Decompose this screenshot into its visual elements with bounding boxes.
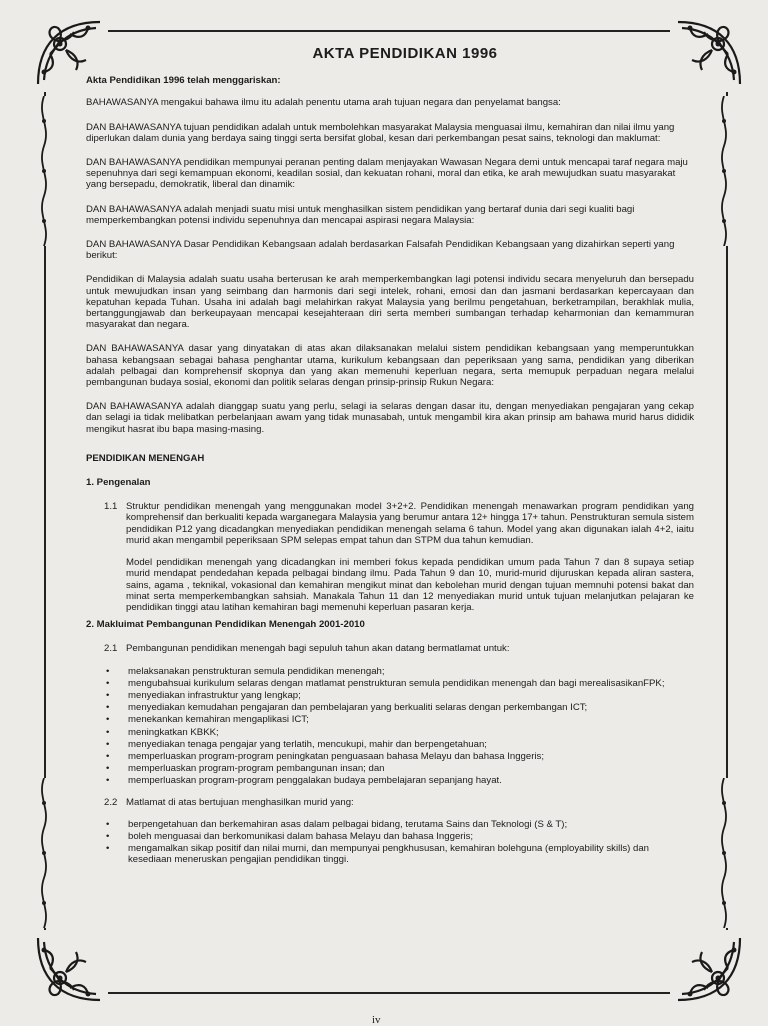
intro-lead: Akta Pendidikan 1996 telah menggariskan: <box>86 75 281 87</box>
bullet-text: boleh menguasai dan berkomunikasi dalam bahasa Melayu dan bahasa Inggeris; <box>128 830 474 842</box>
bullet-item <box>106 690 694 701</box>
bullet-item <box>106 763 694 774</box>
bullet-marker: • <box>106 738 110 750</box>
bullet-marker: • <box>106 665 110 677</box>
item-text: Struktur pendidikan menengah yang menggunakan model 3+2+2. Pendidikan menengah menawarkan program pendidikan yang komprehensif dan berkualiti kepada warganegara Malaysia yang berumur antara 12+ hingga 17+ tahun. Penstrukturan semula sistem pendidikan P12 yang dicadangkan menyediakan pendidikan menengah selama 6 tahun. Model yang akan digunakan ialah 4+2, iaitu murid akan mengambil peperiksaan SPM selepas empat tahun dan STPM dua tahun kemudian. <box>126 501 694 546</box>
preamble-paragraph: DAN BAHAWASANYA adalah dianggap suatu yang perlu, selagi ia selaras dengan dasar itu, dengan menyediakan pengajaran yang cekap dan selagi ia tidak melibatkan perbelanjaan awam yang tidak munasabah, untuk mengambil kira akan prinsip am bahawa murid harus dididik mengikut hasrat ibu bapa masing-masing. <box>86 401 694 435</box>
bullet-text: memperluaskan program-program pembangunan insan; dan <box>128 763 385 775</box>
section-heading: PENDIDIKAN MENENGAH <box>86 452 205 464</box>
bullet-marker: • <box>106 818 110 830</box>
bullet-text: menyediakan infrastruktur yang lengkap; <box>128 689 301 701</box>
bullet-item <box>106 739 694 750</box>
bullet-text: menyediakan tenaga pengajar yang terlatih, mencukupi, mahir dan berpengetahuan; <box>128 738 487 750</box>
bullet-text: menekankan kemahiran mengaplikasi ICT; <box>128 714 309 726</box>
bullet-text: memperluaskan program-program peningkatan penguasaan bahasa Melayu dan bahasa Inggeris; <box>128 750 544 762</box>
bullet-item <box>106 819 694 830</box>
preamble-paragraph: DAN BAHAWASANYA pendidikan mempunyai peranan penting dalam menjayakan Wawasan Negara demi untuk mencapai taraf negara maju sepenuhnya dari segi kemampuan ekonomi, keadilan sosial, dan kekuatan rohani, moral dan etika, ke arah mewujudkan suatu masyarakat yang bersepadu, demokratik, liberal dan dinamik: <box>86 157 688 191</box>
bullet-item <box>106 727 694 738</box>
bullet-marker: • <box>106 843 110 855</box>
bullet-item <box>106 702 694 713</box>
bullet-marker: • <box>106 775 110 787</box>
bullet-text: memperluaskan program-program penggalakan budaya pembelajaran sepanjang hayat. <box>128 775 502 787</box>
numbered-item-1-1 <box>86 501 694 546</box>
bullet-marker: • <box>106 750 110 762</box>
corner-ornament-bottom-right <box>670 930 748 1008</box>
bullet-item <box>106 714 694 725</box>
bullet-item <box>106 751 694 762</box>
bullet-marker: • <box>106 830 110 842</box>
bullet-item <box>106 775 694 786</box>
bullet-marker: • <box>106 714 110 726</box>
bullet-text: melaksanakan penstrukturan semula pendidikan menengah; <box>128 665 385 677</box>
bullet-item <box>106 843 694 865</box>
document-content <box>86 45 694 876</box>
preamble-paragraph: DAN BAHAWASANYA adalah menjadi suatu misi untuk menghasilkan sistem pendidikan yang bertaraf dunia dari segi kualiti bagi memperkembangkan potensi individu sepenuhnya dan mencapai aspirasi negara Malaysia: <box>86 203 635 226</box>
preamble-paragraph: BAHAWASANYA mengakui bahawa ilmu itu adalah penentu utama arah tujuan negara dan penyelamat bangsa: <box>86 97 561 109</box>
goal-bullet-list <box>106 666 694 787</box>
item-text: Matlamat di atas bertujuan menghasilkan murid yang: <box>126 796 354 808</box>
bullet-item <box>106 666 694 677</box>
document-title: AKTA PENDIDIKAN 1996 <box>312 45 498 62</box>
subsection-heading-2: 2. Makluimat Pembangunan Pendidikan Menengah 2001-2010 <box>86 619 365 631</box>
bullet-text: meningkatkan KBKK; <box>128 726 219 738</box>
bullet-text: berpengetahuan dan berkemahiran asas dalam pelbagai bidang, terutama Sains dan Teknologi (S & T); <box>128 818 568 830</box>
bullet-marker: • <box>106 689 110 701</box>
side-ornament-right-top <box>717 96 731 246</box>
item-text: Pembangunan pendidikan menengah bagi sepuluh tahun akan datang bermatlamat untuk: <box>126 643 510 655</box>
item-number: 2.2 <box>104 796 118 808</box>
numbered-item-2-2 <box>86 797 694 808</box>
outcome-bullet-list <box>106 819 694 866</box>
bullet-marker: • <box>106 726 110 738</box>
page-number: iv <box>372 1014 381 1026</box>
model-paragraph: Model pendidikan menengah yang dicadangkan ini memberi fokus kepada pendidikan umum pada Tahun 7 dan 8 supaya setiap murid mendapat pendedahan kepada pelbagai bindang ilmu. Pada Tahun 9 dan 10, murid-murid dijuruskan kepada aliran sastera, sains, agama , teknikal, vokasional dan kemahiran mengikut minat dan kebolehan murid dengan tujuan memnuhi potensi bakat dan minat serta memperkembangkan sahsiah. Manakala Tahun 11 dan 12 menyediakan murid untuk tujuan melanjutkan pelajaran ke pendidikan tinggi atau latihan kemahiran bagi memenuhi keperluan pasaran kerja. <box>126 557 694 613</box>
side-ornament-left-bottom <box>37 778 51 928</box>
philosophy-paragraph: Pendidikan di Malaysia adalah suatu usaha berterusan ke arah memperkembangkan lagi potensi individu secara menyeluruh dan bersepadu untuk mewujudkan insan yang seimbang dan harmonis dari segi intelek, rohani, emosi dan dan jasmani berdasarkan kepercayaan dan kepatuhan kepada Tuhan. Usaha ini adalah bagi melahirkan rakyat Malaysia yang berilmu pengetahuan, berketrampilan, berakhlak mulia, bertanggungjawab dan berkeupayaan mencapai kesejahteraan diri serta memberi sumbangan terhadap keharmonian dan kemammuran masyarakat dan negara. <box>86 274 694 331</box>
bullet-item <box>106 678 694 689</box>
corner-ornament-bottom-left <box>30 930 108 1008</box>
bullet-text: menyediakan kemudahan pengajaran dan pembelajaran yang berkualiti selaras dengan perkembangan ICT; <box>128 702 588 714</box>
bullet-item <box>106 831 694 842</box>
preamble-paragraph: DAN BAHAWASANYA dasar yang dinyatakan di atas akan dilaksanakan melalui sistem pendidikan kebangsaan yang memperuntukkan bahasa kebangsaan sebagai bahasa penghantar utama, kurikulum kebangsaan dan peperiksaan yang sama, pendidikan yang diberikan adalah pelbagai dan komprehensif skopnya dan yang akan memenuhi keperluan negara, serta memupuk perpaduan negara melalui pembangunan budaya sosial, ekonomi dan politik selaras dengan prinsip-prinsip Rukun Negara: <box>86 343 694 389</box>
side-ornament-left-top <box>37 96 51 246</box>
bullet-text: mengamalkan sikap positif dan nilai murni, dan mempunyai pengkhususan, kemahiran bolehguna (employability skills) dan kesediaan meneruskan pengajian pendidikan tinggi. <box>128 843 650 866</box>
preamble-paragraph: DAN BAHAWASANYA Dasar Pendidikan Kebangsaan adalah berdasarkan Falsafah Pendidikan Kebangsaan yang dizahirkan seperti yang berikut: <box>86 239 675 262</box>
item-number: 1.1 <box>104 501 118 513</box>
bullet-marker: • <box>106 702 110 714</box>
subsection-heading-1: 1. Pengenalan <box>86 477 151 489</box>
bullet-marker: • <box>106 677 110 689</box>
bullet-text: mengubahsuai kurikulum selaras dengan matlamat penstrukturan semula pendidikan menengah dan bagi merealisasikanFPK; <box>128 677 665 689</box>
bullet-marker: • <box>106 763 110 775</box>
item-number: 2.1 <box>104 643 118 655</box>
side-ornament-right-bottom <box>717 778 731 928</box>
numbered-item-2-1 <box>86 643 694 654</box>
preamble-paragraph: DAN BAHAWASANYA tujuan pendidikan adalah untuk membolehkan masyarakat Malaysia menguasai ilmu, kemahiran dan nilai ilmu yang diperlukan dalam dunia yang berdaya saing tinggi serta bersifat global, kesan dari perkembangan pesat sains, teknologi dan maklumat: <box>86 121 675 144</box>
